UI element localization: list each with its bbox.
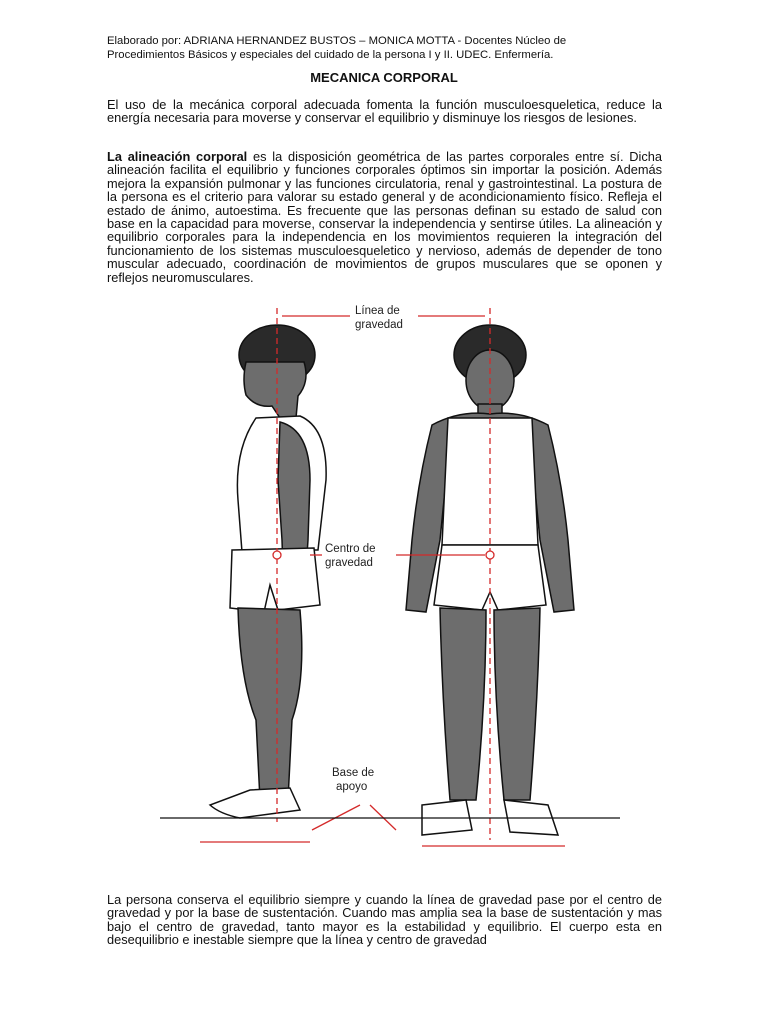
side-head [244,362,306,418]
body-alignment-figure [160,300,620,855]
header-line-2: Procedimientos Básicos y especiales del cuidado de la persona I y II. UDEC. Enfermería. [107,49,554,61]
paragraph-intro: El uso de la mecánica corporal adecuada fomenta la función musculoesqueletica, reduce la energía necesaria para moverse y conservar el equilibrio y disminuye los riesgos de lesiones. [107,97,662,126]
front-center-of-gravity-marker [486,551,494,559]
label-base-1: Base de [332,767,375,779]
label-gravity-line-2: gravedad [355,319,403,331]
page-title: MECANICA CORPORAL [310,70,458,85]
label-base-2: apoyo [336,781,368,793]
side-view-figure [210,325,326,818]
side-legs [238,608,302,800]
label-center-1: Centro de [325,543,376,555]
paragraph-alignment-lead: La alineación corporal [107,149,248,164]
paragraph-alignment [107,150,662,284]
label-center-2: gravedad [325,557,373,569]
label-gravity-line-1: Línea de [355,305,400,317]
body-alignment-illustration [160,300,620,855]
side-shoe [210,788,300,818]
front-leg-left [494,608,540,800]
side-center-of-gravity-marker [273,551,281,559]
paragraph-alignment-text: es la disposición geométrica de las partes corporales entre sí. Dicha alineación facilita el equilibrio y funciones corporales óptimos sin importar la posición. Además mejora la expansión pulmonar y las funciones circulatoria, renal y gastrointestinal. La postura de la persona es el criterio para valorar su estado general y de acondicionamiento físico. Refleja el estado de ánimo, autoestima. Es frecuente que las personas definan su estado de salud con base en la capacidad para moverse, conservar la independencia y sentirse útiles. La alineación y equilibrio corporales para la independencia en los movimientos requieren la integración del funcionamiento de los sistemas musculoesqueletico y nervioso, además de depender de tono muscular adecuado, coordinación de movimientos de grupos musculares que se oponen y reflejos neuromusculares. [107,149,662,285]
paragraph-balance: La persona conserva el equilibrio siempre y cuando la línea de gravedad pase por el centro de gravedad y por la base de sustentación. Cuando mas amplia sea la base de sustentación y mas bajo el centro de gravedad, tanto mayor es la estabilidad y equilibrio. El cuerpo esta en desequilibrio e inestable siempre que la línea y centro de gravedad [107,892,662,948]
header-line-1: Elaborado por: ADRIANA HERNANDEZ BUSTOS – MONICA MOTTA - Docentes Núcleo de [107,35,567,47]
document-header [107,34,667,62]
front-leg-right [440,608,486,800]
